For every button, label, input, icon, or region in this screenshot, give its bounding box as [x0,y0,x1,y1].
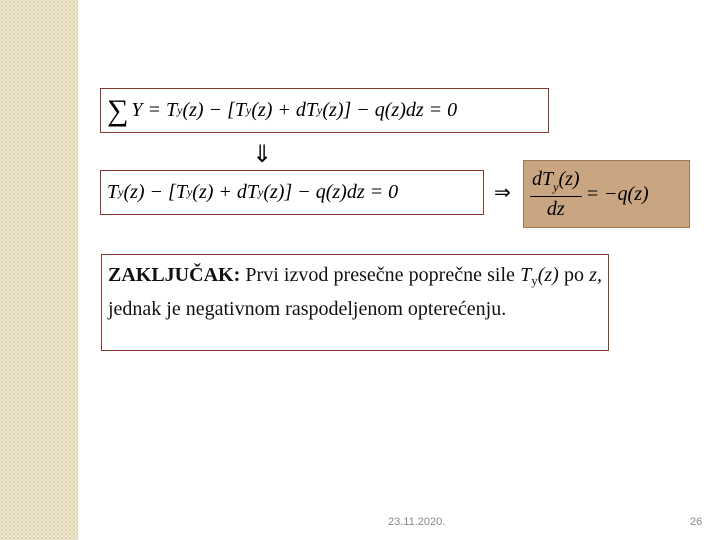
fraction-numerator [530,168,582,197]
eq1-part1: (z) − [T [182,99,246,121]
footer-date: 23.11.2020. [388,516,446,528]
numerator-sub: y [553,179,559,194]
conclusion-heading: ZAKLJUČAK: [108,264,241,286]
conclusion-z: z, [589,264,602,286]
eq1-sub-3: y [317,103,323,117]
conclusion-text-3: po [558,264,590,286]
conclusion-box [101,254,609,351]
conclusion-text-1: Prvi izvod presečne poprečne sile [240,264,521,286]
eq2-part2: (z) + dT [192,181,259,203]
eq2-part1: (z) − [T [123,181,187,203]
eq1-lhs: Y = T [131,99,178,121]
sigma-symbol: ∑ [107,93,129,127]
decorative-left-strip [0,0,78,540]
eq1-part3: (z)] − q(z)dz = 0 [322,99,458,121]
numerator-dt: dT [532,167,554,190]
eq1-part2: (z) + dT [251,99,318,121]
conclusion-text-4: jednak je negativnom raspodeljenom opterećenju. [108,298,507,320]
eq1-sub-1: y [177,103,183,117]
result-equation [523,160,690,228]
conclusion-t: T [520,264,532,286]
conclusion-sub: y [531,273,538,288]
equation-sum-forces [100,88,549,133]
eq2-part3: (z)] − q(z)dz = 0 [263,181,399,203]
implies-arrow-icon: ⇒ [494,180,511,204]
derivative-fraction [530,168,582,221]
eq1-sub-2: y [245,103,252,117]
numerator-arg: (z) [558,167,580,190]
arrow-down-icon: ⇓ [252,140,273,168]
conclusion-arg: (z) [537,264,559,286]
page-number: 26 [690,516,703,528]
eq2-sub-3: y [258,185,264,199]
eq2-sub-2: y [186,185,193,199]
eq2-sub-1: y [118,185,124,199]
fraction-denominator: dz [546,197,565,220]
equation-simplified [100,170,484,215]
eq2-t: T [107,181,119,203]
result-rhs: = −q(z) [585,182,649,205]
